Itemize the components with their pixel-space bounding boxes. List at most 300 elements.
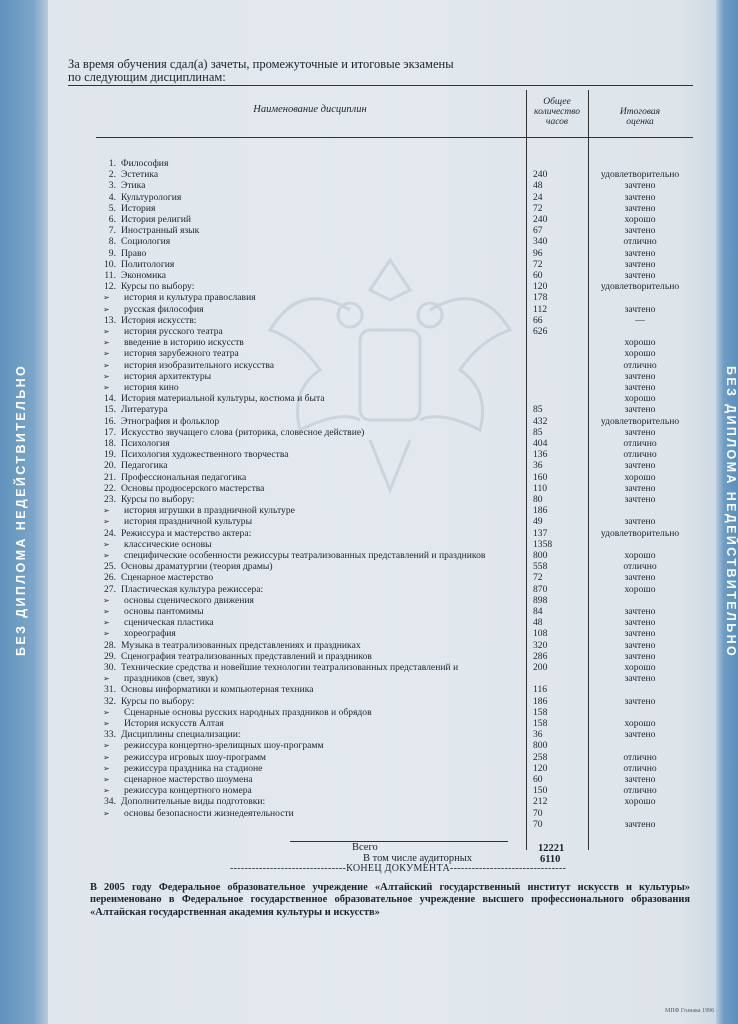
row-number: 17. [104,426,116,438]
table-row [0,763,738,775]
discipline-hours: 558 [533,561,548,573]
discipline-name: режиссура праздника на стадионе [124,762,263,774]
discipline-name: Искусство звучащего слова (риторика, словесное действие) [121,426,365,438]
row-number: 5. [108,202,116,214]
discipline-grade: зачтено [624,516,656,528]
discipline-name: Психология [121,438,170,449]
discipline-hours: 112 [533,303,548,315]
discipline-hours: 186 [533,695,548,707]
discipline-grade: зачтено [624,404,656,416]
header-discipline: Наименование дисциплин [253,104,367,115]
discipline-hours: 48 [533,180,543,192]
total-value: 12221 [538,843,565,854]
discipline-name: Режиссура и мастерство актера: [121,527,252,539]
bullet-arrow-icon: ➢ [103,338,110,348]
intro-line-1: За время обучения сдал(а) зачеты, промежуточные и итоговые экзамены [68,57,454,71]
discipline-name: история праздничной культуры [124,516,253,528]
discipline-name: Пластическая культура режиссера: [121,583,264,595]
discipline-hours: 120 [533,762,548,774]
total-label: Всего [352,842,378,853]
discipline-hours: 72 [533,572,543,584]
discipline-hours: 72 [533,258,543,270]
discipline-name: Дополнительные виды подготовки: [121,796,266,808]
discipline-hours: 120 [533,281,548,293]
row-number: 16. [104,415,116,427]
discipline-grade: хорошо [624,471,656,483]
table-row [0,348,738,360]
row-number: 28. [104,639,116,651]
bullet-arrow-icon: ➢ [103,786,110,796]
discipline-hours: 258 [533,751,548,763]
table-row [0,550,738,562]
discipline-name: Курсы по выбору: [121,494,195,505]
discipline-grade: зачтено [624,572,656,584]
intro-line-2: по следующим дисциплинам: [68,70,226,84]
header-grade [590,107,690,127]
auditorium-value: 6110 [540,854,561,865]
bullet-arrow-icon: ➢ [103,304,110,314]
discipline-hours: 432 [533,415,548,427]
table-row [0,292,738,304]
table-row [0,169,738,181]
discipline-hours: 186 [533,505,548,517]
bullet-arrow-icon: ➢ [103,371,110,381]
table-row [0,371,738,383]
table-row [0,572,738,584]
discipline-hours: 212 [533,796,548,808]
row-number: 33. [104,729,116,741]
discipline-name: история зарубежного театра [124,348,239,360]
auditorium-label: В том числе аудиторных [363,853,473,864]
discipline-name: Политология [121,258,175,270]
discipline-name: введение в историю искусств [124,337,244,349]
discipline-name: история игрушки в праздничной культуре [124,505,295,517]
row-number: 7. [108,225,116,237]
row-number: 34. [104,796,116,808]
table-row [0,740,738,752]
discipline-name: Сценарное мастерство [121,572,214,584]
table-row [0,528,738,540]
table-row [0,774,738,786]
row-number: 20. [104,460,116,472]
table-row [0,640,738,652]
discipline-grade: хорошо [624,214,656,225]
table-row [0,796,738,808]
totals-rule [290,841,508,842]
bullet-arrow-icon: ➢ [103,674,110,684]
table-row [0,584,738,596]
discipline-hours: 137 [533,527,548,539]
discipline-name: Эстетика [121,169,159,181]
discipline-name: история архитектуры [124,370,212,382]
discipline-grade: удовлетворительно [600,281,680,293]
row-number: 31. [104,684,116,696]
discipline-name: Социология [121,236,171,248]
table-row [0,505,738,517]
table-row [0,617,738,629]
discipline-hours: 150 [533,785,548,797]
table-row [0,673,738,685]
row-number: 4. [108,191,116,203]
table-row [0,483,738,495]
discipline-name: Дисциплины специализации: [121,729,241,741]
discipline-grade: зачтено [624,303,656,315]
discipline-name: Сценография театрализованных представлений и праздников [121,650,372,662]
discipline-hours: 66 [533,314,543,326]
discipline-hours: 870 [533,583,548,595]
discipline-name: Курсы по выбору: [121,695,195,707]
discipline-hours: 158 [533,718,548,729]
row-number: 8. [108,236,116,248]
discipline-hours: 48 [533,617,543,629]
bullet-arrow-icon: ➢ [103,539,110,549]
discipline-grade: отлично [623,449,657,461]
discipline-grade: удовлетворительно [600,169,680,181]
discipline-name: Основы информатики и компьютерная техника [121,684,314,696]
discipline-grade: зачтено [624,247,656,259]
discipline-name: специфические особенности режиссуры театрализованных представлений и праздников [124,550,486,561]
discipline-name: Этика [121,180,146,192]
discipline-grade: зачтено [624,370,656,382]
table-row [0,516,738,528]
discipline-name: сценическая пластика [124,617,214,629]
discipline-grade: отлично [623,438,657,449]
discipline-hours: 80 [533,494,543,505]
discipline-hours: 24 [533,191,543,203]
row-number: 12. [104,281,116,293]
discipline-name: праздников (свет, звук) [124,673,218,685]
discipline-name: основы безопасности жизнедеятельности [124,807,294,819]
discipline-grade: зачтено [624,460,656,472]
discipline-hours: 67 [533,225,543,237]
discipline-hours: 320 [533,639,548,651]
discipline-grade: зачтено [624,695,656,707]
table-row [0,752,738,764]
table-row [0,404,738,416]
discipline-name: Этнография и фольклор [121,415,220,427]
table-row [0,539,738,551]
discipline-hours: 72 [533,202,543,214]
header-grade-line-2: оценка [626,117,654,127]
discipline-name: Основы продюсерского мастерства [121,482,265,494]
discipline-name: режиссура концертно-зрелищных шоу-программ [124,740,324,752]
discipline-name: Основы драматургии (теория драмы) [121,561,273,573]
discipline-grade: зачтено [624,639,656,651]
discipline-grade: — [635,314,645,326]
discipline-name: Профессиональная педагогика [121,471,247,483]
discipline-grade: хорошо [624,337,656,349]
bullet-arrow-icon: ➢ [103,763,110,773]
table-row [0,606,738,618]
discipline-name: История искусств Алтая [124,718,224,729]
discipline-hours: 96 [533,247,543,259]
row-number: 2. [108,169,116,181]
row-number: 9. [108,247,116,259]
discipline-hours: 70 [533,807,543,819]
discipline-grade: отлично [623,359,657,371]
discipline-hours: 240 [533,214,548,225]
discipline-name: Музыка в театрализованных представлениях и праздниках [121,639,361,651]
discipline-grade: хорошо [624,550,656,561]
discipline-grade: отлично [623,762,657,774]
discipline-grade: отлично [623,561,657,573]
discipline-name: Психология художественного творчества [121,449,289,461]
discipline-grade: удовлетворительно [600,527,680,539]
discipline-name: История религий [121,214,191,225]
discipline-grade: зачтено [624,606,656,617]
row-number: 14. [104,393,116,405]
discipline-hours: 116 [533,684,548,696]
row-number: 10. [104,258,116,270]
discipline-grade: зачтено [624,225,656,237]
table-row [0,561,738,573]
discipline-grade: зачтено [624,818,656,830]
discipline-grade: зачтено [624,180,656,192]
discipline-hours: 340 [533,236,548,248]
header-hours [526,97,588,127]
header-hours-line-1: Общее [543,97,571,107]
header-bottom-rule [96,137,693,138]
bullet-arrow-icon: ➢ [103,707,110,717]
discipline-name: история русского театра [124,326,223,337]
table-row [0,595,738,607]
discipline-hours: 36 [533,729,543,741]
bullet-arrow-icon: ➢ [103,360,110,370]
table-row [0,158,738,170]
discipline-hours: 160 [533,471,548,483]
discipline-grade: зачтено [624,673,656,685]
table-row [0,427,738,439]
discipline-grade: хорошо [624,348,656,360]
row-number: 3. [108,180,116,192]
discipline-grade: зачтено [624,382,656,393]
table-row [0,494,738,506]
header-hours-line-3: часов [545,117,569,127]
table-row [0,225,738,237]
discipline-hours: 800 [533,740,548,752]
discipline-grade: зачтено [624,258,656,270]
table-row [0,416,738,428]
discipline-hours: 60 [533,270,543,281]
discipline-name: хореография [124,628,176,640]
discipline-hours: 800 [533,550,548,561]
row-number: 27. [104,583,116,595]
discipline-name: классические основы [124,538,212,550]
discipline-name: Педагогика [121,460,168,472]
discipline-hours: 898 [533,594,548,606]
discipline-grade: зачтено [624,482,656,494]
bullet-arrow-icon: ➢ [103,607,110,616]
discipline-hours: 70 [533,818,543,830]
discipline-name: режиссура игровых шоу-программ [124,751,266,763]
side-warning-left: БЕЗ ДИПЛОМА НЕДЕЙСТВИТЕЛЬНО [14,363,28,657]
row-number: 23. [104,494,116,505]
bullet-arrow-icon: ➢ [103,327,110,336]
bullet-arrow-icon: ➢ [103,506,110,516]
table-row [0,360,738,372]
table-row [0,180,738,192]
table-row [0,337,738,349]
discipline-grade: отлично [623,236,657,248]
row-number: 32. [104,695,116,707]
discipline-name: Литература [121,404,168,416]
discipline-hours: 60 [533,774,543,785]
row-number: 18. [104,438,116,449]
discipline-name: Философия [121,158,169,169]
discipline-name: История [121,202,156,214]
discipline-grade: зачтено [624,426,656,438]
discipline-grade: зачтено [624,650,656,662]
discipline-name: русская философия [124,303,204,315]
table-row [0,684,738,696]
discipline-grade: хорошо [624,393,656,405]
discipline-name: История материальной культуры, костюма и быта [121,393,325,405]
discipline-grade: зачтено [624,202,656,214]
table-row [0,628,738,640]
discipline-hours: 286 [533,650,548,662]
discipline-hours: 1358 [533,538,553,550]
row-number: 6. [108,214,116,225]
discipline-name: сценарное мастерство шоумена [124,774,253,785]
bullet-arrow-icon: ➢ [103,293,110,303]
discipline-grade: отлично [623,751,657,763]
bullet-arrow-icon: ➢ [103,517,110,527]
discipline-name: Сценарные основы русских народных праздников и обрядов [124,706,372,718]
discipline-hours: 110 [533,482,548,494]
row-number: 29. [104,650,116,662]
row-number: 19. [104,449,116,461]
discipline-grade: хорошо [624,583,656,595]
table-row [0,460,738,472]
discipline-name: основы сценического движения [124,594,254,606]
discipline-grade: зачтено [624,494,656,505]
discipline-name: Культурология [121,191,182,203]
table-row [0,326,738,338]
renaming-note: В 2005 году Федеральное образовательное учреждение «Алтайский государственный институт искусств и культуры» переименовано в Федеральное государственное образовательное учреждение высшего профессионального образования «Алтайская государственная академия культуры и искусств» [90,882,690,918]
bullet-arrow-icon: ➢ [103,775,110,784]
discipline-hours: 240 [533,169,548,181]
discipline-name: история и культура православия [124,292,256,304]
printer-mark: МПФ Гознака 1996 [665,1008,715,1014]
header-hours-line-2: количество [534,107,580,117]
discipline-name: Курсы по выбору: [121,281,195,293]
table-row [0,270,738,282]
discipline-hours: 136 [533,449,548,461]
discipline-grade: отлично [623,785,657,797]
discipline-hours: 49 [533,516,543,528]
table-row [0,192,738,204]
row-number: 13. [104,314,116,326]
discipline-name: режиссура концертного номера [124,785,252,797]
discipline-grade: зачтено [624,729,656,741]
header-grade-line-1: Итоговая [619,107,661,117]
side-warning-right: БЕЗ ДИПЛОМА НЕДЕЙСТВИТЕЛЬНО [724,366,738,659]
discipline-grade: хорошо [624,662,656,673]
discipline-grade: зачтено [624,617,656,629]
discipline-grade: удовлетворительно [600,415,680,427]
bullet-arrow-icon: ➢ [103,551,110,560]
table-row [0,819,738,831]
table-row [0,808,738,820]
discipline-hours: 178 [533,292,548,304]
bullet-arrow-icon: ➢ [103,595,110,605]
table-row [0,651,738,663]
discipline-name: Технические средства и новейшие технологии театрализованных представлений и [121,662,459,673]
discipline-hours: 200 [533,662,548,673]
discipline-name: Иностранный язык [121,225,200,237]
discipline-name: История искусств: [121,314,197,326]
discipline-hours: 85 [533,426,543,438]
table-row [0,785,738,797]
table-row [0,214,738,226]
row-number: 24. [104,527,116,539]
table-row [0,236,738,248]
table-row [0,393,738,405]
discipline-grade: зачтено [624,628,656,640]
discipline-name: Право [121,247,147,259]
table-row [0,304,738,316]
discipline-grade: зачтено [624,191,656,203]
table-row [0,662,738,674]
table-row [0,248,738,260]
discipline-grade: зачтено [624,270,656,281]
bullet-arrow-icon: ➢ [103,618,110,628]
discipline-hours: 84 [533,606,543,617]
bullet-arrow-icon: ➢ [103,752,110,762]
table-row [0,696,738,708]
table-row [0,718,738,730]
table-row [0,438,738,450]
table-row [0,281,738,293]
discipline-hours: 36 [533,460,543,472]
discipline-grade: хорошо [624,796,656,808]
bullet-arrow-icon: ➢ [103,629,110,639]
discipline-grade: зачтено [624,774,656,785]
row-number: 30. [104,662,116,673]
discipline-grade: хорошо [624,718,656,729]
bullet-arrow-icon: ➢ [103,741,110,751]
bullet-arrow-icon: ➢ [103,349,110,359]
table-row [0,729,738,741]
discipline-name: Экономика [121,270,167,281]
row-number: 15. [104,404,116,416]
row-number: 21. [104,471,116,483]
table-row [0,707,738,719]
bullet-arrow-icon: ➢ [103,808,110,818]
discipline-hours: 85 [533,404,543,416]
table-row [0,382,738,394]
table-row [0,315,738,327]
row-number: 1. [108,158,116,169]
row-number: 11. [104,270,116,281]
discipline-hours: 158 [533,706,548,718]
bullet-arrow-icon: ➢ [103,383,110,392]
table-row [0,449,738,461]
table-row [0,203,738,215]
end-of-document: --------------------------------КОНЕЦ ДОКУМЕНТА-------------------------------- [230,863,567,874]
intro-text [68,58,488,84]
discipline-hours: 404 [533,438,548,449]
table-row [0,259,738,271]
discipline-name: история кино [124,382,179,393]
discipline-name: история изобразительного искусства [124,359,275,371]
discipline-hours: 626 [533,326,548,337]
row-number: 26. [104,572,116,584]
table-top-rule [68,85,693,86]
bullet-arrow-icon: ➢ [103,719,110,728]
row-number: 25. [104,561,116,573]
row-number: 22. [104,482,116,494]
